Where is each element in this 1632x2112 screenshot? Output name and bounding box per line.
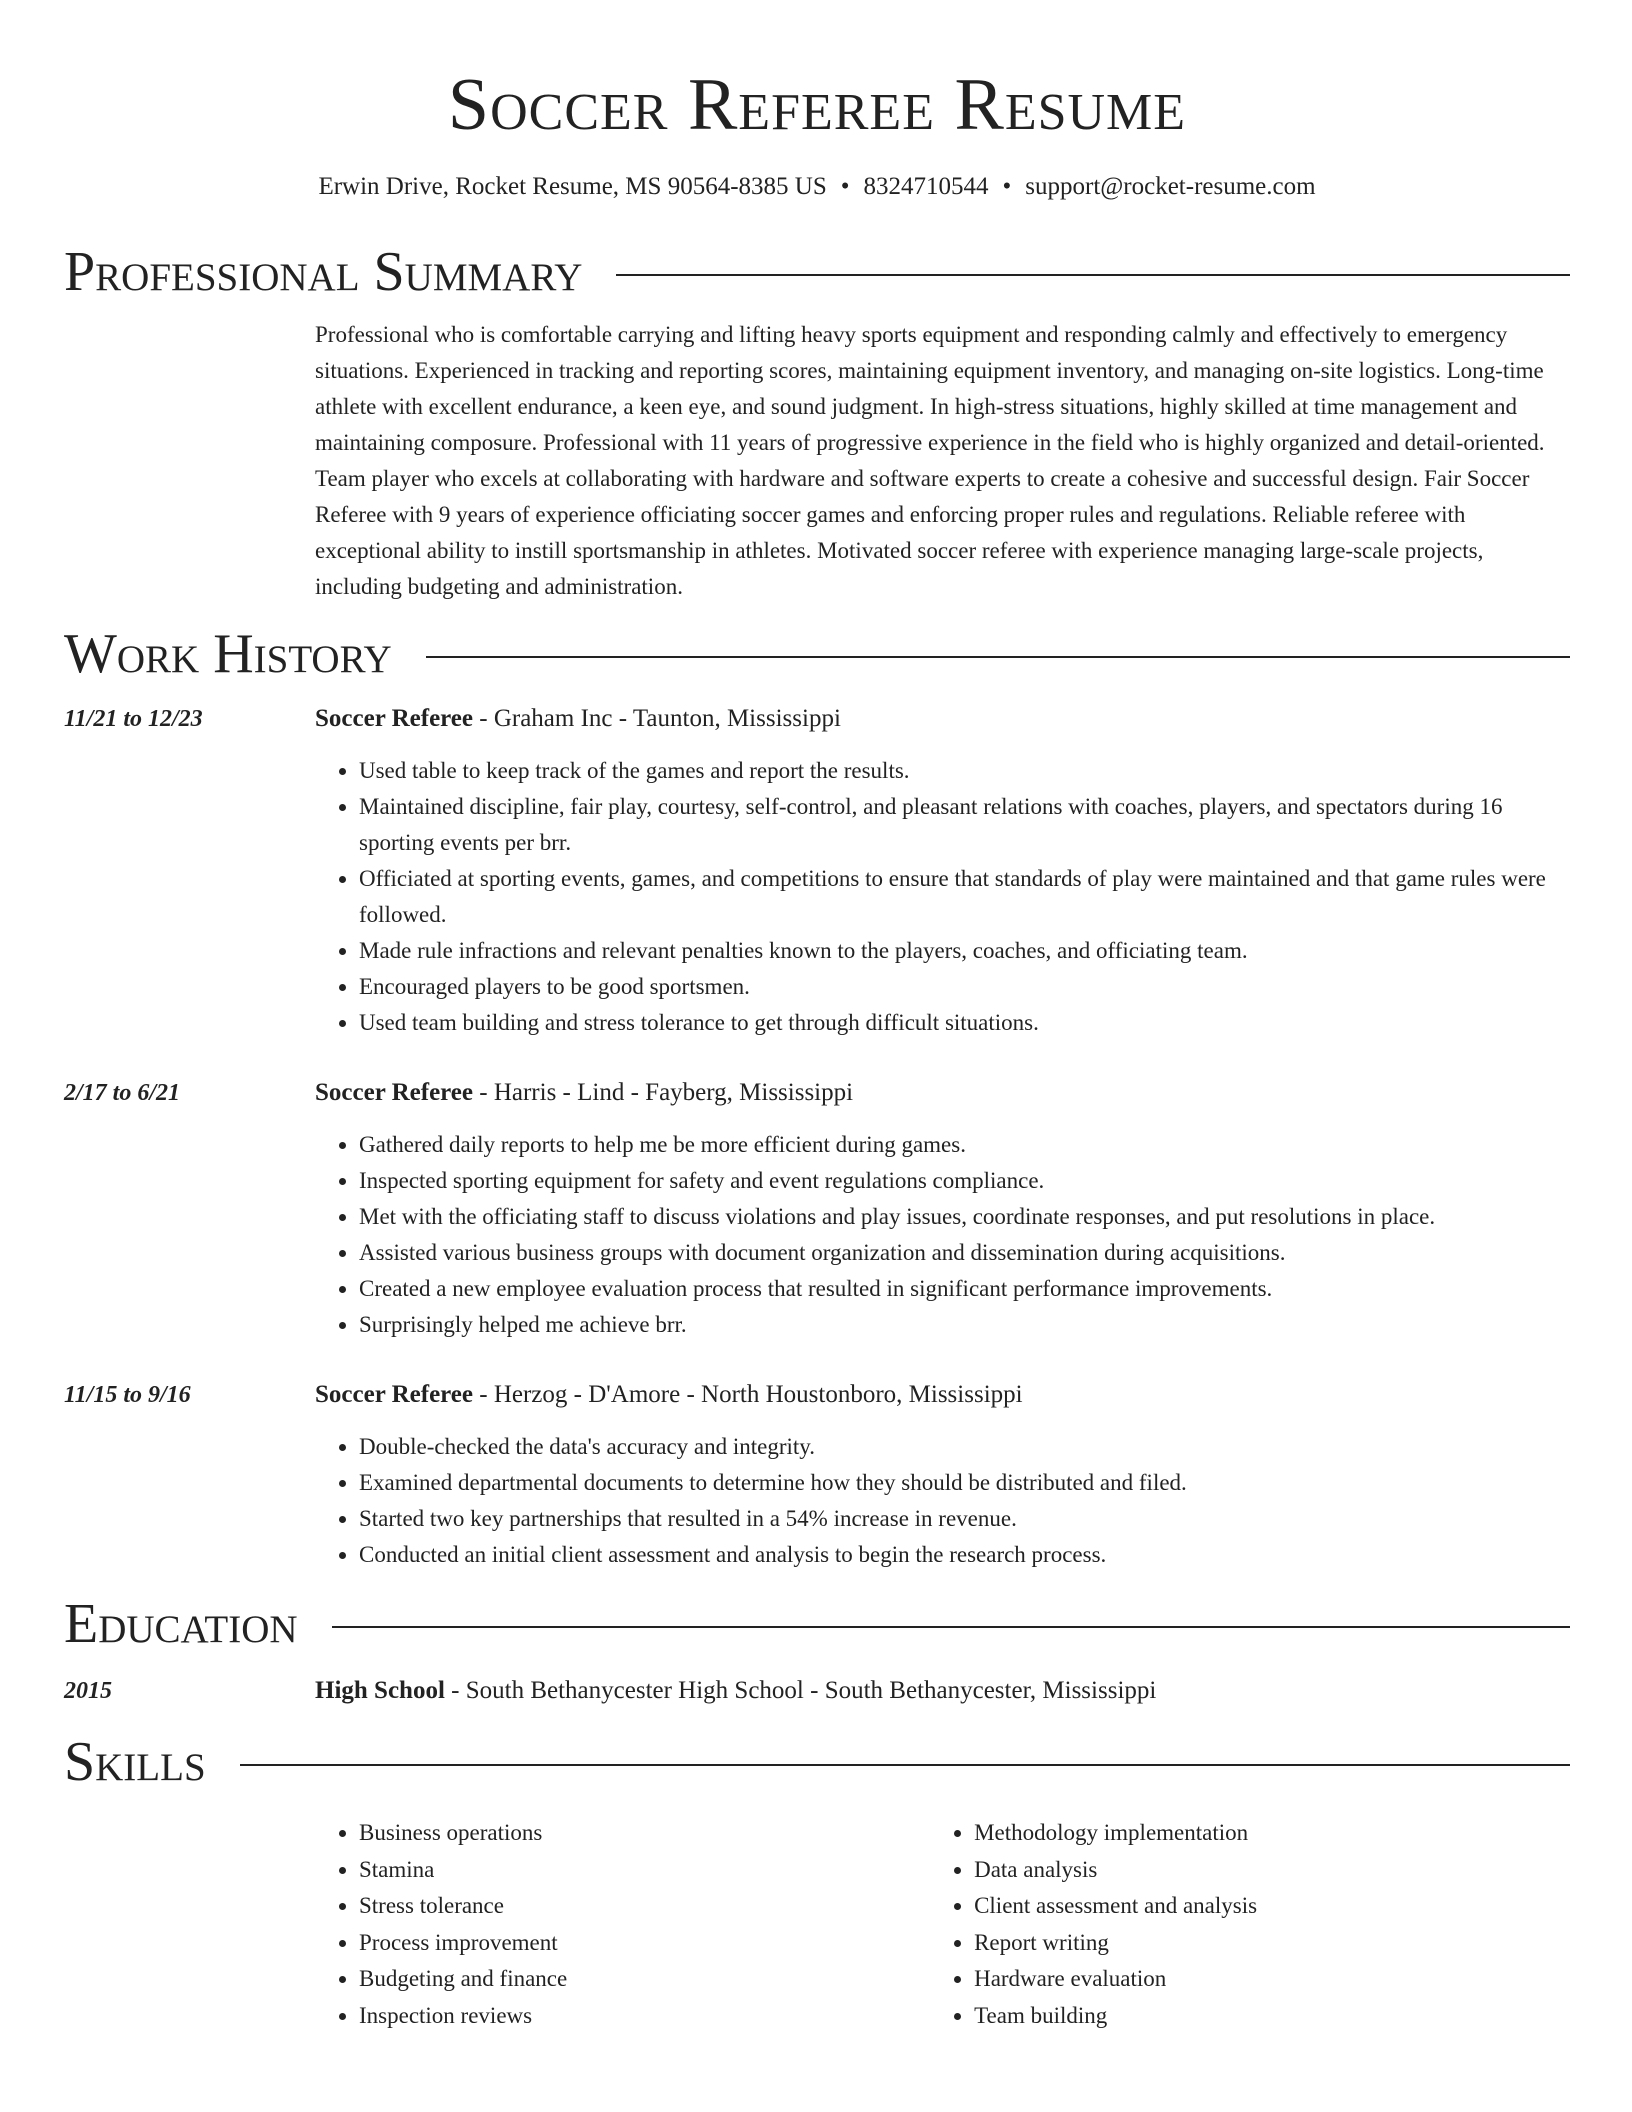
summary-heading: Professional Summary bbox=[64, 241, 583, 303]
list-item: • Surprisingly helped me achieve brr. bbox=[359, 1307, 1570, 1343]
resume-title: Soccer Referee Resume bbox=[447, 64, 1187, 146]
work-entry bbox=[64, 701, 1570, 1041]
work-bullets bbox=[315, 1127, 1570, 1343]
skill-item: • Team building bbox=[974, 1998, 1570, 2035]
list-item: • Made rule infractions and relevant penalties known to the players, coaches, and officiating team. bbox=[359, 933, 1570, 969]
list-item: • Maintained discipline, fair play, courtesy, self-control, and pleasant relations with coaches, players, and spectators during 16 sporting events per brr. bbox=[359, 789, 1570, 861]
work-bullets bbox=[315, 753, 1570, 1041]
work-heading-line bbox=[315, 1075, 1570, 1111]
skills-list-left bbox=[315, 1815, 930, 2034]
list-item: • Gathered daily reports to help me be more efficient during games. bbox=[359, 1127, 1570, 1163]
skill-item: • Report writing bbox=[974, 1925, 1570, 1962]
skill-item: • Data analysis bbox=[974, 1852, 1570, 1889]
contact-email: support@rocket-resume.com bbox=[1025, 173, 1316, 200]
list-item: • Assisted various business groups with document organization and dissemination during acquisitions. bbox=[359, 1235, 1570, 1271]
skill-item: • Process improvement bbox=[359, 1925, 930, 1962]
work-heading: Work History bbox=[64, 623, 392, 685]
education-heading: Education bbox=[64, 1593, 298, 1655]
skills-section-header bbox=[64, 1731, 1570, 1793]
section-divider bbox=[616, 274, 1570, 276]
work-heading-line bbox=[315, 1377, 1570, 1413]
work-date: 2/17 to 6/21 bbox=[64, 1080, 181, 1106]
contact-separator: • bbox=[840, 173, 850, 200]
list-item: • Double-checked the data's accuracy and integrity. bbox=[359, 1429, 1570, 1465]
work-role: Soccer Referee bbox=[315, 1381, 473, 1408]
contact-phone: 8324710544 bbox=[863, 173, 989, 200]
skill-item: • Business operations bbox=[359, 1815, 930, 1852]
skill-item: • Stress tolerance bbox=[359, 1888, 930, 1925]
work-date: 11/21 to 12/23 bbox=[64, 706, 203, 732]
contact-line bbox=[64, 171, 1570, 203]
work-details: - Harris - Lind - Fayberg, Mississippi bbox=[473, 1079, 854, 1106]
work-details: - Graham Inc - Taunton, Mississippi bbox=[473, 705, 841, 732]
list-item: • Inspected sporting equipment for safety and event regulations compliance. bbox=[359, 1163, 1570, 1199]
skill-item: • Client assessment and analysis bbox=[974, 1888, 1570, 1925]
skill-item: • Inspection reviews bbox=[359, 1998, 930, 2035]
work-role: Soccer Referee bbox=[315, 1079, 473, 1106]
list-item: • Conducted an initial client assessment and analysis to begin the research process. bbox=[359, 1537, 1570, 1573]
skill-item: • Methodology implementation bbox=[974, 1815, 1570, 1852]
education-entry bbox=[64, 1673, 1570, 1709]
education-heading-line bbox=[315, 1673, 1570, 1709]
list-item: • Started two key partnerships that resulted in a 54% increase in revenue. bbox=[359, 1501, 1570, 1537]
work-date: 11/15 to 9/16 bbox=[64, 1382, 191, 1408]
list-item: • Used table to keep track of the games and report the results. bbox=[359, 753, 1570, 789]
skills-heading: Skills bbox=[64, 1731, 206, 1793]
summary-section-header bbox=[64, 241, 1570, 303]
work-entry bbox=[64, 1377, 1570, 1573]
skill-item: • Stamina bbox=[359, 1852, 930, 1889]
work-section-header bbox=[64, 623, 1570, 685]
work-bullets bbox=[315, 1429, 1570, 1573]
work-details: - Herzog - D'Amore - North Houstonboro, Mississippi bbox=[473, 1381, 1023, 1408]
work-heading-line bbox=[315, 701, 1570, 737]
education-date: 2015 bbox=[64, 1678, 112, 1704]
education-section-header bbox=[64, 1593, 1570, 1655]
list-item: • Officiated at sporting events, games, and competitions to ensure that standards of play were maintained and that game rules were followed. bbox=[359, 861, 1570, 933]
list-item: • Used team building and stress tolerance to get through difficult situations. bbox=[359, 1005, 1570, 1041]
summary-text: Professional who is comfortable carrying and lifting heavy sports equipment and responding calmly and effectively to emergency situations. Experienced in tracking and reporting scores, maintaining equipment inventory, and managing on-site logistics. Long-time athlete with excellent endurance, a keen eye, and sound judgment. In high-stress situations, highly skilled at time management and maintaining composure. Professional with 11 years of progressive experience in the field who is highly organized and detail-oriented. Team player who excels at collaborating with hardware and software experts to create a cohesive and successful design. Fair Soccer Referee with 9 years of experience officiating soccer games and enforcing proper rules and regulations. Reliable referee with exceptional ability to instill sportsmanship in athletes. Motivated soccer referee with experience managing large-scale projects, including budgeting and administration. bbox=[315, 322, 1545, 599]
skills-list-right bbox=[930, 1815, 1570, 2034]
list-item: • Encouraged players to be good sportsmen. bbox=[359, 969, 1570, 1005]
list-item: • Met with the officiating staff to discuss violations and play issues, coordinate responses, and put resolutions in place. bbox=[359, 1199, 1570, 1235]
work-entry bbox=[64, 1075, 1570, 1343]
education-details: - South Bethanycester High School - South Bethanycester, Mississippi bbox=[444, 1677, 1157, 1704]
section-divider bbox=[240, 1764, 1570, 1766]
skills-columns bbox=[315, 1815, 1570, 2034]
section-divider bbox=[332, 1626, 1570, 1628]
list-item: • Created a new employee evaluation process that resulted in significant performance improvements. bbox=[359, 1271, 1570, 1307]
skill-item: • Budgeting and finance bbox=[359, 1961, 930, 1998]
work-role: Soccer Referee bbox=[315, 705, 473, 732]
list-item: • Examined departmental documents to determine how they should be distributed and filed. bbox=[359, 1465, 1570, 1501]
section-divider bbox=[426, 656, 1570, 658]
skill-item: • Hardware evaluation bbox=[974, 1961, 1570, 1998]
education-degree: High School bbox=[315, 1677, 445, 1704]
resume-page bbox=[64, 0, 1570, 2034]
contact-separator: • bbox=[1002, 173, 1012, 200]
contact-address: Erwin Drive, Rocket Resume, MS 90564-8385 US bbox=[318, 173, 827, 200]
